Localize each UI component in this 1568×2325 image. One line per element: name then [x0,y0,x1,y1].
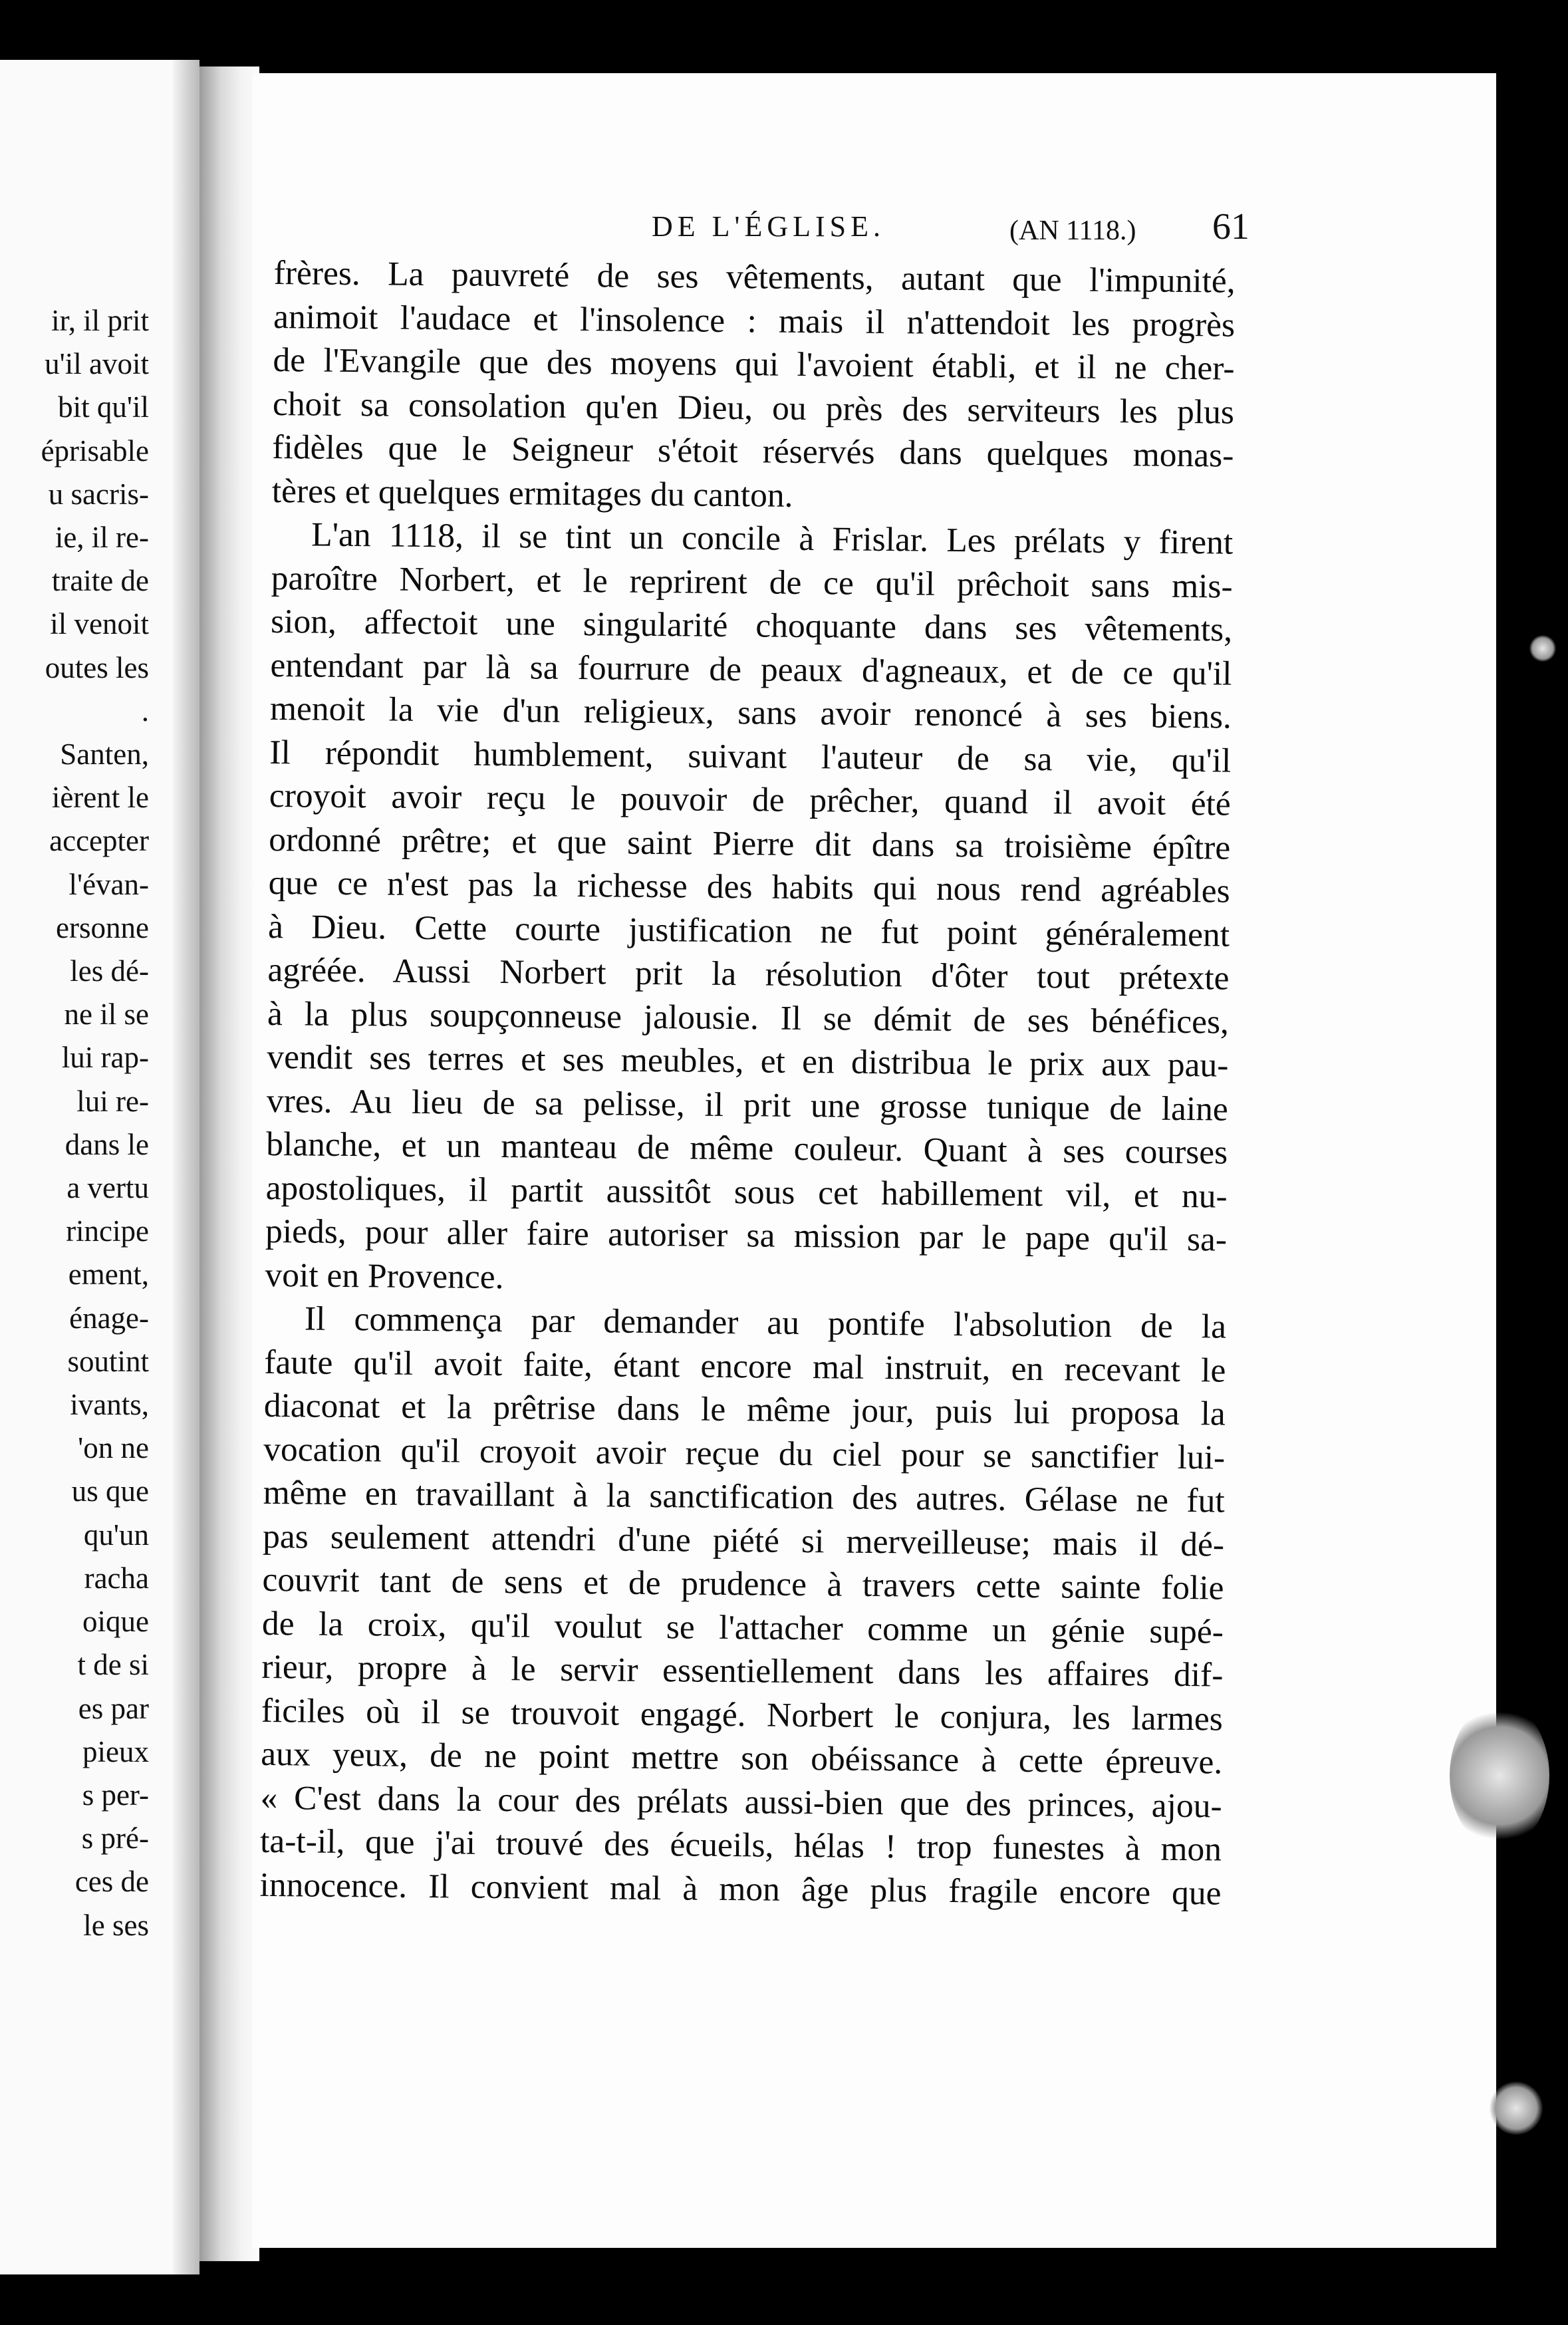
text-line: de la croix, qu'il voulut se l'attacher comme un génie supé- [261,1604,1224,1651]
paragraph [272,251,1236,521]
text-line: de l'Evangile que des moyens qui l'avoient établi, et il ne cher- [273,341,1235,388]
left-page-line: ces de [74,1865,149,1899]
text-line: à Dieu. Cette courte justification ne fut point généralement [267,907,1230,954]
book-gutter [199,67,259,2261]
text-line: apostoliques, il partit aussitôt sous cet habillement vil, et nu- [265,1168,1228,1216]
text-line: agréée. Aussi Norbert prit la résolution d'ôter tout prétexte [267,950,1230,998]
text-line: ordonné prêtre; et que saint Pierre dit dans sa troisième épître [269,820,1231,867]
text-line: « C'est dans la cour des prélats aussi-bien que des princes, ajou- [260,1778,1222,1826]
text-line: choit sa consolation qu'en Dieu, ou près des serviteurs les plus [272,384,1235,432]
left-facing-page [0,60,199,2274]
left-page-line: ersonne [56,910,149,944]
edge-speck [1490,2082,1543,2135]
left-page-line: u'il avoit [45,347,149,381]
left-page-line: ivants, [70,1388,149,1422]
left-page-line: ement, [68,1258,149,1292]
left-page-text [41,299,149,1947]
text-line: Il répondit humblement, suivant l'auteur de sa vie, qu'il [269,733,1232,780]
left-page-line: s pré- [81,1822,149,1855]
left-page-line: il venoit [50,607,149,641]
text-line: aux yeux, de ne point mettre son obéissance à cette épreuve. [261,1734,1223,1782]
left-page-line: lui rap- [61,1041,149,1075]
page-header [253,206,1496,256]
text-line: paroître Norbert, et le reprirent de ce qu'il prêchoit sans mis- [271,559,1233,606]
left-page-line: dans le [65,1127,149,1161]
text-line: faute qu'il avoit faite, étant encore mal instruit, en recevant le [264,1343,1226,1390]
left-page-line: a vertu [66,1171,149,1205]
left-page-line: s per- [82,1778,149,1812]
text-line: animoit l'audace et l'insolence : mais il n'attendoit les progrès [273,297,1236,344]
left-page-line: t de si [77,1648,149,1682]
left-page-line: es par [78,1691,149,1725]
edge-speck [1450,1703,1549,1849]
text-line: frères. La pauvreté de ses vêtements, autant que l'impunité, [273,253,1236,301]
text-line: vocation qu'il croyoit avoir reçue du ciel pour se sanctifier lui- [263,1430,1226,1477]
text-line: vres. Au lieu de sa pelisse, il prit une grosse tunique de laine [266,1081,1229,1129]
left-page-line: racha [84,1561,149,1595]
year-note: (AN 1118.) [1009,215,1136,246]
edge-speck [1529,635,1556,662]
text-line: pieds, pour aller faire autoriser sa mission par le pape qu'il sa- [265,1212,1228,1259]
left-page-line: ir, il prit [51,304,149,337]
text-line: blanche, et un manteau de même couleur. Quant à ses courses [266,1125,1228,1172]
text-line: rieur, propre à le servir essentiellement dans les affaires dif- [261,1647,1224,1695]
paragraph [259,1297,1226,1915]
left-page-line: qu'un [83,1518,149,1552]
text-line: diaconat et la prêtrise dans le même jour, puis lui proposa la [263,1386,1226,1433]
text-line: fidèles que le Seigneur s'étoit réservés dans quelques monas- [272,428,1234,475]
left-page-line: éprisable [41,434,149,468]
main-page [253,73,1496,2248]
text-line: entendant par là sa fourrure de peaux d'agneaux, et de ce qu'il [270,646,1232,693]
left-page-line: oique [82,1605,149,1639]
text-line: à la plus soupçonneuse jalousie. Il se démit de ses bénéfices, [267,994,1230,1041]
text-line: ficiles où il se trouvoit engagé. Norbert le conjura, les larmes [261,1691,1224,1738]
left-page-line: ne il se [64,998,149,1031]
left-page-line: le ses [83,1908,149,1942]
text-line: menoit la vie d'un religieux, sans avoir renoncé à ses biens. [269,689,1232,736]
text-line: tères et quelques ermitages du canton. [271,472,793,515]
running-title: DE L'ÉGLISE. [652,210,885,243]
text-line: que ce n'est pas la richesse des habits qui nous rend agréables [268,863,1230,910]
left-page-line: Santen, [60,738,149,771]
left-page-line: énage- [69,1301,149,1335]
page-number: 61 [1212,206,1249,247]
paragraph [265,513,1233,1305]
text-line: voit en Provence. [265,1256,504,1296]
left-page-line: ie, il re- [55,521,149,555]
left-page-line: soutint [67,1344,149,1378]
left-page-line: les dé- [70,954,149,988]
text-line: innocence. Il convient mal à mon âge plus fragile encore que [259,1865,1222,1913]
text-line: vendit ses terres et ses meubles, et en distribua le prix aux pau- [267,1037,1229,1085]
left-page-line: bit qu'il [58,390,149,424]
left-page-line: pieux [82,1734,149,1768]
text-line: croyoit avoir reçu le pouvoir de prêcher, quand il avoit été [269,776,1232,823]
body-text [259,251,1236,1915]
left-page-line: . [141,694,149,728]
left-page-line: u sacris- [48,477,149,511]
left-page-line: ièrent le [51,781,149,815]
text-line: Il commença par demander au pontife l'absolution de la [304,1299,1227,1346]
left-page-line: us que [71,1474,149,1508]
text-line: L'an 1118, il se tint un concile à Frislar. Les prélats y firent [311,515,1234,562]
left-page-line: rincipe [66,1214,149,1248]
text-line: ta-t-il, que j'ai trouvé des écueils, hélas ! trop funestes à mon [259,1822,1222,1869]
left-page-line: outes les [45,650,149,684]
text-line: même en travaillant à la sanctification des autres. Gélase ne fut [263,1473,1225,1520]
text-line: sion, affectoit une singularité choquante dans ses vêtements, [270,602,1233,649]
text-line: couvrit tant de sens et de prudence à travers cette sainte folie [262,1560,1224,1607]
left-page-line: 'on ne [78,1431,149,1465]
left-page-line: lui re- [76,1084,149,1118]
left-page-line: l'évan- [68,867,149,901]
left-page-line: accepter [49,824,149,858]
page-fold-shadow [173,60,199,2274]
text-line: pas seulement attendri d'une piété si merveilleuse; mais il dé- [262,1517,1225,1564]
left-page-line: traite de [51,564,149,598]
